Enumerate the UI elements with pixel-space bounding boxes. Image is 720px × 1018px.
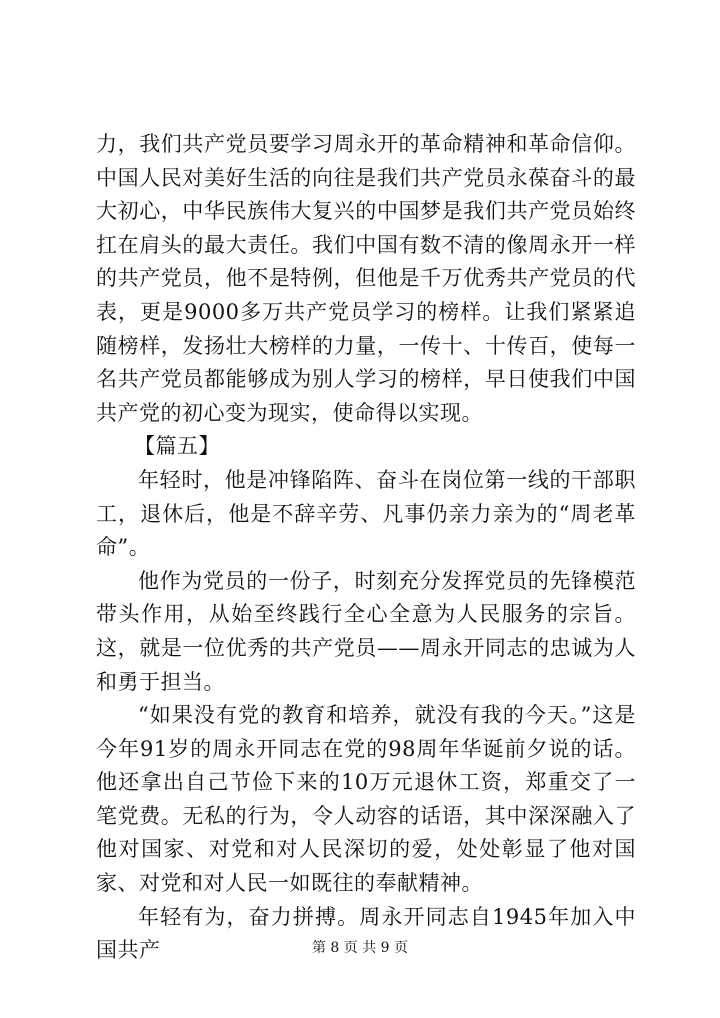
paragraph: 年轻有为，奋力拼搏。周永开同志自1945年加入中国共产 <box>96 904 636 963</box>
page-footer <box>0 938 720 958</box>
paragraph: “如果没有党的教育和培养，就没有我的今天。”这是今年91岁的周永开同志在党的98周年华诞前夕说的话。他还拿出自己节俭下来的10万元退休工资，郑重交了一笔党费。无私的行为，令人动容的话语，其中深深融入了他对国家、对党和对人民深切的爱，处处彰显了他对国家、对党和对人民一如既往的奉献精神。 <box>96 703 636 896</box>
document-body <box>96 128 636 968</box>
paragraph-continuation: 力，我们共产党员要学习周永开的革命精神和革命信仰。中国人民对美好生活的向往是我们共产党员永葆奋斗的最大初心，中华民族伟大复兴的中国梦是我们共产党员始终扛在肩头的最大责任。我们中国有数不清的像周永开一样的共产党员，他不是特例，但他是千万优秀共产党员的代表，更是9000多万共产党员学习的榜样。让我们紧紧追随榜样，发扬壮大榜样的力量，一传十、十传百，使每一名共产党员都能够成为别人学习的榜样，早日使我们中国共产党的初心变为现实，使命得以实现。 <box>96 132 636 425</box>
page-number-label: 第 8 页 共 9 页 <box>311 940 409 956</box>
paragraph: 他作为党员的一份子，时刻充分发挥党员的先锋模范带头作用，从始至终践行全心全意为人民服务的宗旨。这，就是一位优秀的共产党员——周永开同志的忠诚为人和勇于担当。 <box>96 568 636 694</box>
paragraph: 年轻时，他是冲锋陷阵、奋斗在岗位第一线的干部职工，退休后，他是不辞辛劳、凡事仍亲力亲为的“周老革命”。 <box>96 467 636 560</box>
section-heading: 【篇五】 <box>134 434 220 459</box>
